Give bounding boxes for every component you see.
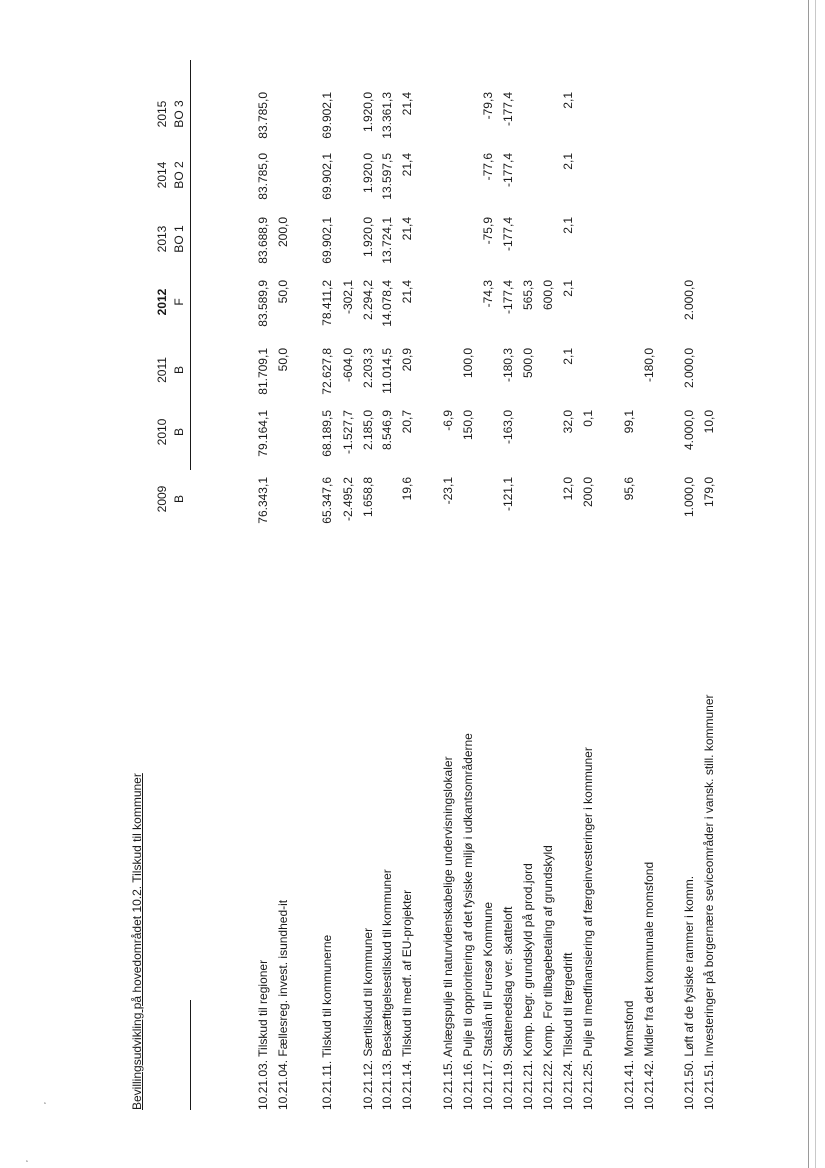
cell-value: 500,0 (521, 348, 535, 379)
cell-value: 179,0 (702, 477, 716, 508)
cell-value: 99,1 (622, 410, 636, 434)
table-row (620, 50, 638, 1110)
cell-value: 100,0 (461, 348, 475, 379)
cell-value: -302,1 (341, 280, 355, 315)
cell-value: 21,4 (400, 280, 414, 304)
cell-value: -177,4 (501, 280, 515, 315)
cell-value: 14.078,4 (380, 280, 394, 327)
cell-value: 81.709,1 (256, 348, 270, 395)
cell-value: -177,4 (501, 217, 515, 252)
cell-value: -180,3 (501, 348, 515, 383)
column-header-2012 (154, 274, 188, 330)
table-row (539, 50, 557, 1110)
cell-value: 21,4 (400, 92, 414, 116)
cell-value: 2,1 (561, 217, 575, 234)
row-label: 10.21.51. Investeringer på borgernære seviceområder i vansk. still. kommuner (702, 694, 716, 1110)
cell-value: 68.189,5 (320, 410, 334, 457)
cell-value: 21,4 (400, 153, 414, 177)
cell-value: 19,6 (400, 477, 414, 501)
table-row (378, 50, 396, 1110)
scan-speck: ˛ (44, 1094, 47, 1104)
column-header-2010 (154, 404, 188, 460)
table-row (559, 50, 577, 1110)
cell-value: 79.164,1 (256, 410, 270, 457)
row-label: 10.21.19. Skattenedslag ver. skatteloft (501, 906, 515, 1110)
table-row (459, 50, 477, 1110)
table-row (398, 50, 416, 1110)
scan-speck: ˛ (26, 1152, 29, 1162)
table-row (254, 50, 272, 1110)
cell-value: -79,3 (481, 92, 495, 120)
row-label: 10.21.24. Tilskud til færgedrift (561, 952, 575, 1110)
table-row (439, 50, 457, 1110)
cell-value: 1.920,0 (361, 153, 375, 194)
cell-value: 200,0 (581, 477, 595, 508)
table-row (339, 50, 357, 1110)
cell-value: 2.000,0 (682, 348, 696, 389)
cell-value: 50,0 (276, 280, 290, 304)
cell-value: 1.920,0 (361, 92, 375, 133)
column-year: 2010 (155, 418, 169, 446)
rotated-budget-table (130, 50, 716, 1110)
cell-value: 2.203,3 (361, 348, 375, 389)
cell-value: 65.347,6 (320, 477, 334, 524)
cell-value: 95,6 (622, 477, 636, 501)
cell-value: -177,4 (501, 153, 515, 188)
table-row (680, 50, 698, 1110)
cell-value: 83.785,0 (256, 92, 270, 139)
row-label: 10.21.16. Pulje til opprioritering af det fysiske miljø i udkantsområderne (461, 733, 475, 1110)
cell-value: 83.785,0 (256, 153, 270, 200)
column-year: 2013 (155, 225, 169, 253)
table-row (479, 50, 497, 1110)
cell-value: 83.589,9 (256, 280, 270, 327)
cell-value: -75,9 (481, 217, 495, 245)
cell-value: 2.294,2 (361, 280, 375, 321)
table-row (359, 50, 377, 1110)
column-year: 2015 (155, 100, 169, 128)
row-label: 10.21.22. Komp. For tilbagebetaling af grundskyld (541, 845, 555, 1110)
column-year: 2012 (155, 288, 169, 316)
row-label: 10.21.42. Midler fra det kommunale momsfond (642, 861, 656, 1110)
cell-value: 78.411,2 (320, 280, 334, 326)
row-label: 10.21.11. Tilskud til kommunerne (320, 934, 334, 1110)
cell-value: -1.527,7 (341, 410, 355, 455)
page-title: Bevillingsudvikling på hovedområdet 10.2. Tilskud til kommuner (130, 773, 144, 1110)
page-edge-line (815, 0, 816, 1168)
column-header-2009 (154, 471, 188, 527)
cell-value: 50,0 (276, 348, 290, 372)
header-rule (190, 1000, 191, 1110)
cell-value: -177,4 (501, 92, 515, 127)
cell-value: 32,0 (561, 410, 575, 434)
cell-value: 13.724,1 (380, 217, 394, 264)
row-label: 10.21.04. Fællesreg. invest. isundhed-it (276, 899, 290, 1110)
cell-value: -121,1 (501, 477, 515, 512)
table-row (640, 50, 658, 1110)
row-label: 10.21.03. Tilskud til regioner (256, 959, 270, 1110)
row-label: 10.21.50. Løft af de fysiske rammer i komm. (682, 875, 696, 1110)
table-row (700, 50, 718, 1110)
cell-value: 20,9 (400, 348, 414, 372)
row-label: 10.21.17. Statslån til Furesø Kommune (481, 901, 495, 1110)
cell-value: -163,0 (501, 410, 515, 445)
cell-value: 1.920,0 (361, 217, 375, 258)
column-type: B (172, 428, 186, 437)
cell-value: 2.185,0 (361, 410, 375, 451)
row-label: 10.21.21. Komp. begr. grundskyld på prod.jord (521, 863, 535, 1110)
column-type: B (172, 366, 186, 375)
column-type: B (172, 495, 186, 504)
cell-value: -74,3 (481, 280, 495, 308)
column-header-2015 (154, 86, 188, 142)
table-row (274, 50, 292, 1110)
cell-value: 72.627,8 (320, 348, 334, 395)
cell-value: 10,0 (702, 410, 716, 434)
cell-value: 11.014,5 (380, 348, 394, 394)
cell-value: 0,1 (581, 410, 595, 427)
cell-value: -6,9 (441, 410, 455, 431)
column-type: BO 1 (172, 225, 186, 253)
cell-value: -2.495,2 (341, 477, 355, 522)
cell-value: 69.902,1 (320, 217, 334, 264)
cell-value: 2.000,0 (682, 280, 696, 321)
cell-value: 83.688,9 (256, 217, 270, 264)
cell-value: 13.597,5 (380, 153, 394, 200)
cell-value: 2,1 (561, 92, 575, 109)
cell-value: 69.902,1 (320, 92, 334, 139)
cell-value: 600,0 (541, 280, 555, 311)
cell-value: 12,0 (561, 477, 575, 501)
cell-value: 200,0 (276, 217, 290, 248)
cell-value: 2,1 (561, 280, 575, 297)
cell-value: -180,0 (642, 348, 656, 383)
column-type: BO 3 (172, 100, 186, 128)
table-row (519, 50, 537, 1110)
row-label: 10.21.41. Momsfond (622, 1000, 636, 1110)
page-edge-line (808, 0, 809, 1168)
row-label: 10.21.14. Tilskud til medf. af EU-projekter (400, 889, 414, 1110)
cell-value: 1.658,8 (361, 477, 375, 518)
header-rule (190, 60, 191, 470)
column-header-2014 (154, 147, 188, 203)
table-row (499, 50, 517, 1110)
cell-value: 21,4 (400, 217, 414, 241)
cell-value: 150,0 (461, 410, 475, 441)
row-label: 10.21.15. Anlægspulje til naturvidenskabelige undervisningslokaler (441, 756, 455, 1110)
column-type: BO 2 (172, 161, 186, 189)
row-label: 10.21.25. Pulje til medfinansiering af færgeinvesteringer i kommuner (581, 747, 595, 1110)
row-label: 10.21.13. Beskæftigelsestilskud til kommuner (380, 869, 394, 1110)
cell-value: 20,7 (400, 410, 414, 434)
column-year: 2014 (155, 161, 169, 189)
cell-value: 13.361,3 (380, 92, 394, 139)
cell-value: 565,3 (521, 280, 535, 311)
column-header-2013 (154, 211, 188, 267)
cell-value: 76.343,1 (256, 477, 270, 524)
column-year: 2011 (155, 357, 169, 383)
cell-value: 8.546,9 (380, 410, 394, 451)
cell-value: -77,6 (481, 153, 495, 181)
cell-value: 4.000,0 (682, 410, 696, 451)
cell-value: 69.902,1 (320, 153, 334, 200)
cell-value: 1.000,0 (682, 477, 696, 518)
cell-value: -604,0 (341, 348, 355, 383)
column-header-2011 (154, 342, 188, 398)
cell-value: -23,1 (441, 477, 455, 505)
cell-value: 2,1 (561, 153, 575, 170)
column-type: F (172, 298, 186, 306)
row-label: 10.21.12. Særtilskud til kommuner (361, 927, 375, 1110)
cell-value: 2,1 (561, 348, 575, 365)
table-row (579, 50, 597, 1110)
column-year: 2009 (155, 485, 169, 513)
table-row (318, 50, 336, 1110)
